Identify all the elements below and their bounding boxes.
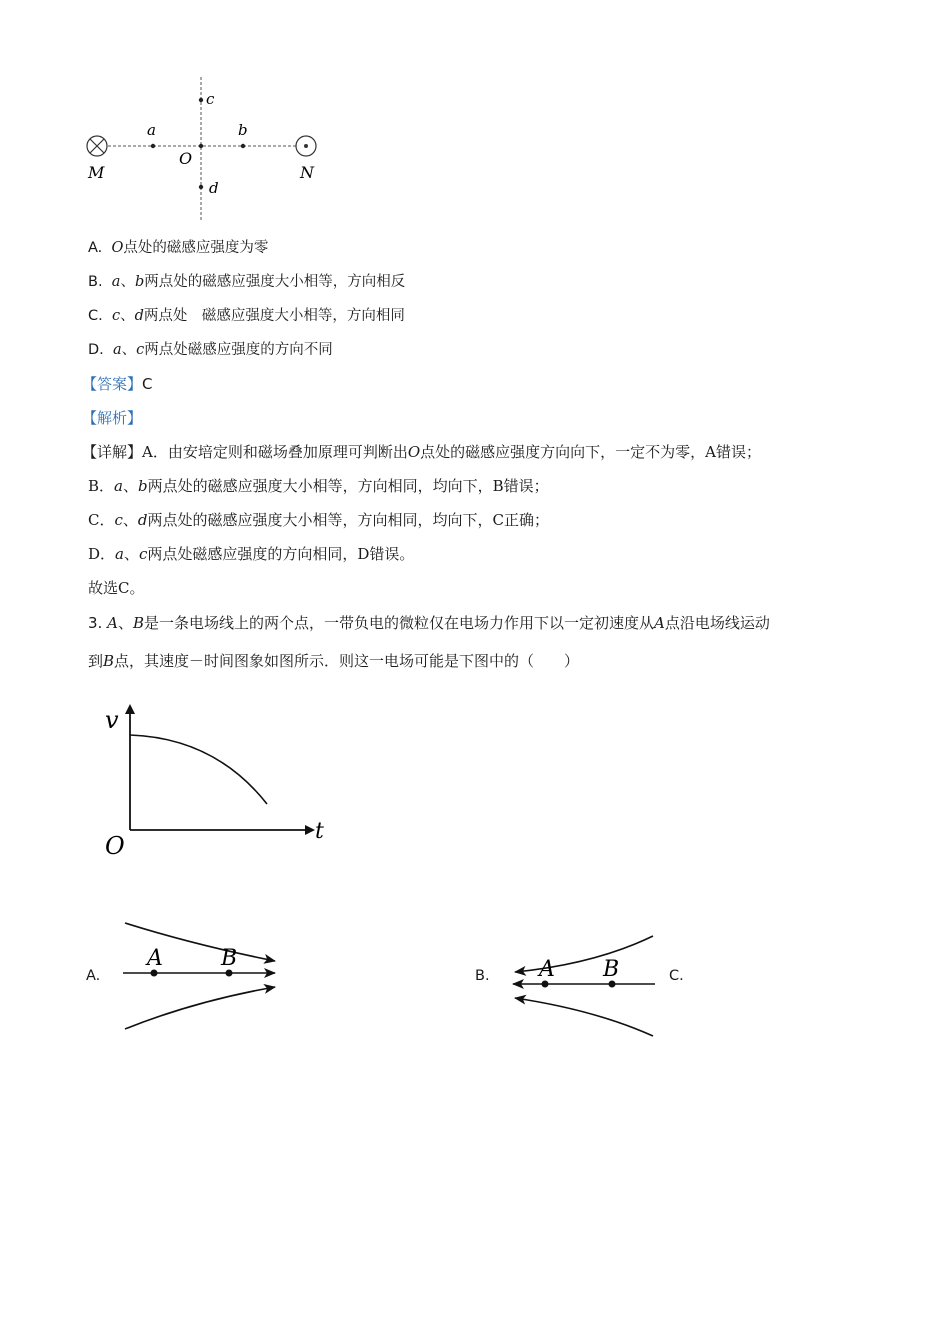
field-diagram-B: [505, 930, 665, 1042]
velocity-curve: [130, 735, 267, 804]
label-M: M: [88, 163, 105, 182]
wire-out-of-page-icon: [296, 136, 316, 156]
label-origin: O: [105, 832, 125, 860]
label-N: N: [300, 163, 314, 182]
option-3A-letter: A.: [86, 968, 101, 984]
point-a: [151, 144, 155, 148]
conclusion: 故选C。: [88, 579, 145, 597]
option-C: C. c、d两点处 磁感应强度大小相等，方向相同: [88, 308, 405, 324]
label-B: B: [603, 957, 620, 982]
option-D: D. a、c两点处磁感应强度的方向不同: [88, 342, 333, 358]
question-number: 3.: [88, 614, 103, 632]
label-b: b: [238, 121, 248, 139]
label-d: d: [209, 179, 219, 197]
question-3-line-1: 3. A、B是一条电场线上的两个点，一带负电的微粒仅在电场力作用下以一定初速度从A点沿电场线运动: [88, 614, 770, 632]
field-diagram-A: [115, 915, 290, 1035]
label-A: A: [539, 957, 555, 982]
point-d: [199, 185, 203, 189]
field-line-bottom: [125, 987, 275, 1029]
option-3C-letter: C.: [669, 968, 684, 984]
detail-line-3: C．c、d两点处的磁感应强度大小相等，方向相同，均向下，C正确；: [88, 511, 549, 529]
label-A: A: [147, 946, 163, 971]
label-B: B: [221, 946, 238, 971]
velocity-time-graph: [95, 698, 340, 863]
detail-line-2: B．a、b两点处的磁感应强度大小相等，方向相同，均向下，B错误；: [88, 477, 549, 495]
option-A: A. O点处的磁感应强度为零: [88, 240, 269, 256]
detail-line-1: 【详解】A．由安培定则和磁场叠加原理可判断出O点处的磁感应强度方向向下，一定不为零，A错误；: [82, 443, 762, 461]
option-B: B. a、b两点处的磁感应强度大小相等，方向相反: [88, 274, 406, 290]
label-v: v: [105, 706, 119, 734]
field-line-top: [515, 936, 653, 972]
label-a: a: [147, 121, 156, 139]
point-b: [241, 144, 245, 148]
analysis-tag: 【解析】: [82, 409, 143, 427]
label-c: c: [206, 90, 215, 108]
point-O: [199, 144, 203, 148]
question-3-line-2: 到B点，其速度－时间图象如图所示．则这一电场可能是下图中的（ ）: [88, 652, 580, 670]
detail-line-4: D．a、c两点处磁感应强度的方向相同，D错误。: [88, 545, 415, 563]
label-O: O: [179, 149, 193, 168]
answer-line: [82, 373, 153, 395]
label-t: t: [315, 819, 324, 844]
answer-tag: 【答案】: [82, 375, 143, 393]
point-c: [199, 98, 203, 102]
field-line-bottom: [515, 998, 653, 1036]
option-3B-letter: B.: [475, 968, 490, 984]
answer-value: C: [142, 375, 153, 393]
wire-into-page-icon: [87, 136, 107, 156]
magnetic-field-figure: [80, 72, 330, 227]
